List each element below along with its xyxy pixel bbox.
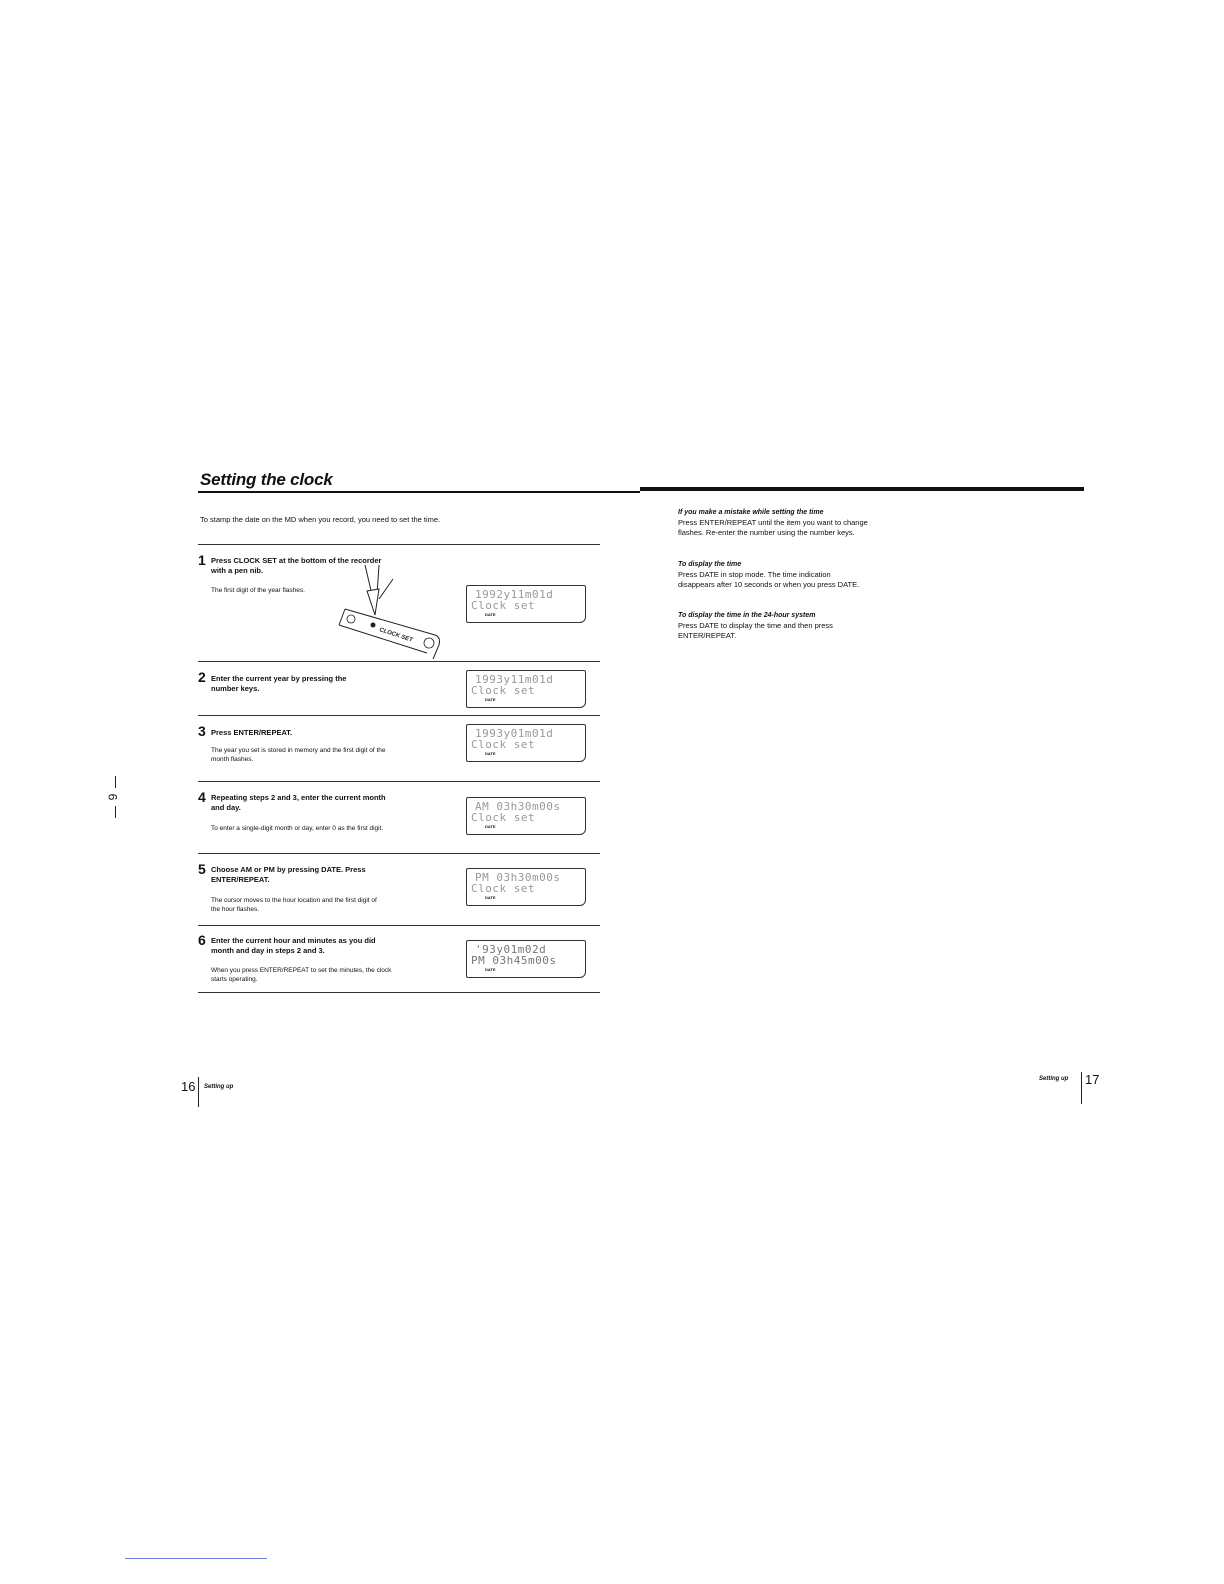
note-heading: To display the time (678, 561, 742, 568)
step-title: Choose AM or PM by pressing DATE. Press ENTER/REPEAT. (211, 865, 366, 884)
step-text: The cursor moves to the hour location and the first digit of the hour flashes. (211, 897, 377, 913)
step-divider (198, 661, 600, 662)
lcd-date-tag: DATE (485, 751, 496, 756)
lcd-date-tag: DATE (485, 697, 496, 702)
note-text: Press ENTER/REPEAT until the item you want to change flashes. Re-enter the number using the number keys. (678, 518, 868, 537)
lcd-line-1: 1993y01m01d (475, 727, 554, 740)
margin-page-mark: 6 (105, 793, 120, 801)
title-rule-thick (640, 487, 1084, 491)
intro-text: To stamp the date on the MD when you record, you need to set the time. (200, 515, 441, 524)
step-divider (198, 715, 600, 716)
step-number: 6 (198, 932, 206, 948)
step-number: 1 (198, 552, 206, 568)
footer-rule (1081, 1072, 1082, 1104)
step-text: To enter a single-digit month or day, enter 0 as the first digit. (211, 825, 384, 832)
step-divider (198, 544, 600, 545)
lcd-line-1: PM 03h30m00s (475, 871, 561, 884)
lcd-line-1: AM 03h30m00s (475, 800, 561, 813)
step-title: Enter the current year by pressing the number keys. (211, 674, 347, 693)
lcd-date-tag: DATE (485, 895, 496, 900)
lcd-display (466, 797, 586, 835)
step-number: 3 (198, 723, 206, 739)
page-number-left: 16 (181, 1079, 196, 1094)
step-divider (198, 781, 600, 782)
title-rule (198, 491, 640, 493)
step-title: Enter the current hour and minutes as you did month and day in steps 2 and 3. (211, 936, 376, 955)
recorder-illustration (335, 565, 445, 661)
note-text: Press DATE to display the time and then press ENTER/REPEAT. (678, 621, 833, 640)
footer-section-label: Setting up (1039, 1076, 1069, 1082)
lcd-date-tag: DATE (485, 967, 496, 972)
lcd-display (466, 670, 586, 708)
lcd-line-1: 1993y11m01d (475, 673, 554, 686)
step-title: Press ENTER/REPEAT. (211, 728, 293, 737)
lcd-date-tag: DATE (485, 824, 496, 829)
step-text: The year you set is stored in memory and the first digit of the month flashes. (211, 747, 386, 763)
page-title: Setting the clock (200, 470, 333, 489)
lcd-line-2: Clock set (471, 738, 536, 751)
footer-section-label: Setting up (204, 1084, 234, 1090)
step-number: 5 (198, 861, 206, 877)
lcd-line-2: Clock set (471, 882, 536, 895)
lcd-line-2: Clock set (471, 684, 536, 697)
lcd-date-tag: DATE (485, 612, 496, 617)
step-text: When you press ENTER/REPEAT to set the minutes, the clock starts operating. (211, 967, 392, 983)
note-heading: If you make a mistake while setting the time (678, 509, 824, 516)
footer-rule (198, 1077, 199, 1107)
step-divider (198, 992, 600, 993)
bottom-rule (125, 1558, 267, 1559)
step-number: 4 (198, 789, 206, 805)
lcd-display (466, 868, 586, 906)
step-text: The first digit of the year flashes. (211, 587, 305, 594)
lcd-line-1: 1992y11m01d (475, 588, 554, 601)
clock-set-label: CLOCK SET (378, 627, 414, 644)
lcd-display (466, 585, 586, 623)
lcd-line-2: Clock set (471, 811, 536, 824)
step-divider (198, 925, 600, 926)
lcd-line-2: PM 03h45m00s (471, 954, 557, 967)
margin-tick (115, 806, 116, 818)
step-number: 2 (198, 669, 206, 685)
note-heading: To display the time in the 24-hour system (678, 612, 816, 619)
step-title: Press CLOCK SET at the bottom of the recorder with a pen nib. (211, 556, 382, 575)
lcd-line-2: Clock set (471, 599, 536, 612)
step-divider (198, 853, 600, 854)
lcd-display (466, 940, 586, 978)
lcd-line-1: '93y01m02d (475, 943, 547, 956)
lcd-display (466, 724, 586, 762)
page-number-right: 17 (1085, 1072, 1100, 1087)
note-text: Press DATE in stop mode. The time indication disappears after 10 seconds or when you press DATE. (678, 570, 860, 589)
step-title: Repeating steps 2 and 3, enter the current month and day. (211, 793, 386, 812)
margin-tick (115, 776, 116, 788)
